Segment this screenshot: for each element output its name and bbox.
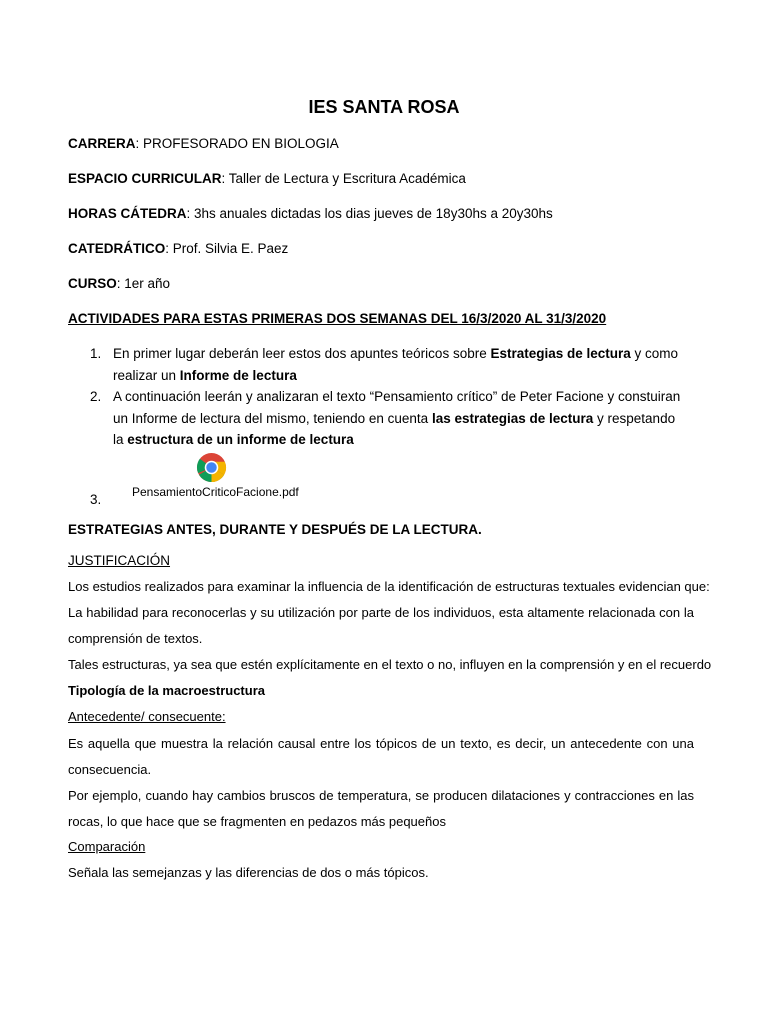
field-label: CURSO <box>68 276 117 291</box>
antecedent-heading: Antecedente/ consecuente: <box>68 709 226 724</box>
text-run: En primer lugar deberán leer estos dos apuntes teóricos sobre <box>113 346 491 361</box>
activities-heading: ACTIVIDADES PARA ESTAS PRIMERAS DOS SEMANAS DEL 16/3/2020 AL 31/3/2020 <box>68 311 607 326</box>
field-label: CARRERA <box>68 136 136 151</box>
comparison-paragraph: Señala las semejanzas y las diferencias de dos o más tópicos. <box>68 865 429 880</box>
field-label: HORAS CÁTEDRA <box>68 206 187 221</box>
typology-heading: Tipología de la macroestructura <box>68 683 265 698</box>
field-curso <box>68 275 170 293</box>
text-run: y como realizar un <box>113 346 679 383</box>
comparison-heading: Comparación <box>68 839 146 854</box>
field-value: : Prof. Silvia E. Paez <box>165 241 289 256</box>
list-number: 3. <box>90 492 102 507</box>
justification-paragraph: Tales estructuras, ya sea que estén explícitamente en el texto o no, influyen en la comprensión y en el recuerdo <box>68 657 712 672</box>
text-run: y respetando la <box>113 410 676 447</box>
list-item-text <box>113 343 688 386</box>
text-run: A continuación leerán y analizaran el texto “Pensamiento crítico” de Peter Facione y constuiran un Informe de lectura del mismo, teniendo en cuenta <box>113 389 681 426</box>
bold-run: Estrategias de lectura <box>490 346 631 361</box>
justification-heading: JUSTIFICACIÓN <box>68 553 171 568</box>
field-value: : Taller de Lectura y Escritura Académica <box>221 171 466 186</box>
list-number: 2. <box>90 389 102 404</box>
list-item-text <box>113 386 688 451</box>
field-catedratico <box>68 240 288 258</box>
field-value: : 1er año <box>116 276 171 291</box>
field-value: : PROFESORADO EN BIOLOGIA <box>135 136 339 151</box>
bold-run: las estrategias de lectura <box>431 410 594 426</box>
field-label: ESPACIO CURRICULAR <box>68 171 222 186</box>
field-espacio-curricular <box>68 170 466 188</box>
antecedent-paragraph: Es aquella que muestra la relación causal entre los tópicos de un texto, es decir, un antecedente con una consecuencia. <box>68 736 694 777</box>
chrome-icon[interactable] <box>196 452 227 483</box>
justification-paragraph: Los estudios realizados para examinar la influencia de la identificación de estructuras textuales evidencian que: <box>68 579 710 594</box>
attachment-filename[interactable]: PensamientoCriticoFacione.pdf <box>132 485 299 499</box>
field-value: : 3hs anuales dictadas los dias jueves de 18y30hs a 20y30hs <box>186 206 553 221</box>
bold-run: estructura de un informe de lectura <box>127 432 354 447</box>
justification-paragraph: La habilidad para reconocerlas y su utilización por parte de los individuos, esta altamente relacionada con la comprensión de textos. <box>68 605 694 646</box>
field-horas-catedra <box>68 205 553 223</box>
field-label: CATEDRÁTICO <box>68 241 166 256</box>
field-carrera <box>68 135 339 153</box>
bold-run: Informe de lectura <box>179 367 297 383</box>
list-number: 1. <box>90 346 102 361</box>
antecedent-paragraph: Por ejemplo, cuando hay cambios bruscos de temperatura, se producen dilataciones y contracciones en las rocas, lo que hace que se fragmenten en pedazos más pequeños <box>68 788 694 829</box>
document-title: IES SANTA ROSA <box>308 97 460 117</box>
strategies-heading: ESTRATEGIAS ANTES, DURANTE Y DESPUÉS DE LA LECTURA. <box>68 522 482 537</box>
